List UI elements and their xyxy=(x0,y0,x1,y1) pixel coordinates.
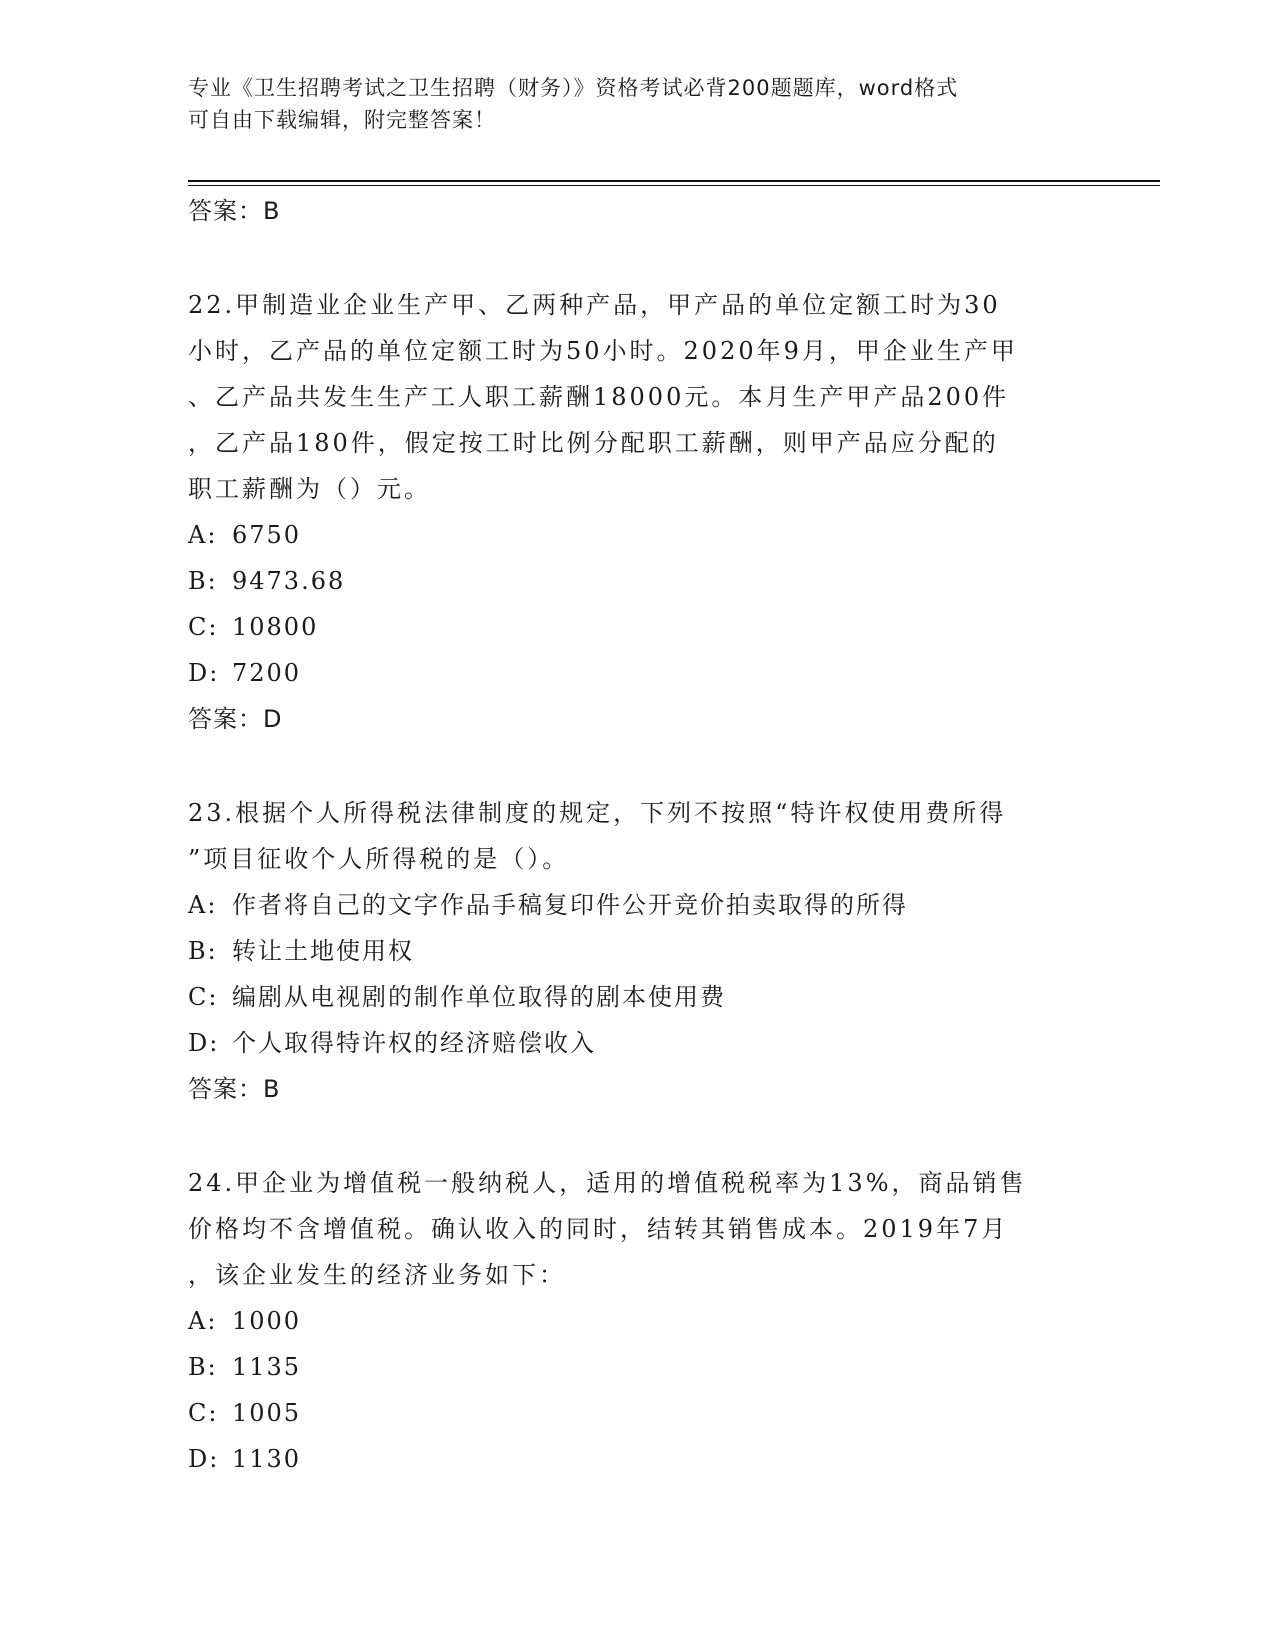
question-23 xyxy=(188,790,1088,1112)
spacer xyxy=(188,742,1088,790)
option-text: 编剧从电视剧的制作单位取得的剧本使用费 xyxy=(232,983,726,1011)
spacer xyxy=(188,1112,1088,1160)
option-letter: C: xyxy=(188,983,219,1011)
option-letter: B: xyxy=(188,937,218,965)
option-text: 9473.68 xyxy=(232,567,346,595)
option-text: 10800 xyxy=(232,613,319,641)
option-letter: D: xyxy=(188,659,220,687)
header-line-2: 可自由下载编辑，附完整答案！ xyxy=(188,108,496,132)
question-line: ，乙产品180件，假定按工时比例分配职工薪酬，则甲产品应分配的 xyxy=(188,429,999,457)
question-line: 23.根据个人所得税法律制度的规定，下列不按照“特许权使用费所得 xyxy=(188,799,1007,827)
option-text: 1130 xyxy=(232,1445,302,1473)
option-c xyxy=(188,604,1088,650)
option-a xyxy=(188,512,1088,558)
question-24 xyxy=(188,1160,1088,1482)
option-b xyxy=(188,928,1088,974)
header-divider-thick xyxy=(188,180,1160,182)
option-letter: B: xyxy=(188,1353,218,1381)
option-letter: D: xyxy=(188,1445,220,1473)
option-c xyxy=(188,1390,1088,1436)
option-c xyxy=(188,974,1088,1020)
option-text: 作者将自己的文字作品手稿复印件公开竞价拍卖取得的所得 xyxy=(232,891,908,919)
option-text: 6750 xyxy=(232,521,302,549)
option-b xyxy=(188,558,1088,604)
question-22 xyxy=(188,282,1088,742)
option-d xyxy=(188,650,1088,696)
option-text: 1135 xyxy=(232,1353,302,1381)
option-a xyxy=(188,1298,1088,1344)
question-22-answer: 答案：D xyxy=(188,705,283,733)
question-23-text xyxy=(188,790,1088,882)
option-letter: A: xyxy=(188,521,218,549)
question-24-text xyxy=(188,1160,1088,1298)
question-list xyxy=(188,188,1088,1482)
document-header-note xyxy=(188,72,1078,136)
option-text: 7200 xyxy=(232,659,302,687)
header-divider-thin xyxy=(188,185,1160,186)
question-line: 小时，乙产品的单位定额工时为50小时。2020年9月，甲企业生产甲 xyxy=(188,337,1018,365)
option-text: 1000 xyxy=(232,1307,302,1335)
option-text: 个人取得特许权的经济赔偿收入 xyxy=(232,1029,596,1057)
option-letter: A: xyxy=(188,1307,218,1335)
question-line: ”项目征收个人所得税的是（）。 xyxy=(188,845,570,873)
option-b xyxy=(188,1344,1088,1390)
spacer xyxy=(188,234,1088,282)
option-text: 转让土地使用权 xyxy=(232,937,414,965)
question-22-text xyxy=(188,282,1088,512)
option-letter: C: xyxy=(188,1399,219,1427)
option-letter: B: xyxy=(188,567,218,595)
option-letter: D: xyxy=(188,1029,220,1057)
option-letter: A: xyxy=(188,891,218,919)
question-line: 职工薪酬为（）元。 xyxy=(188,475,431,503)
question-line: 价格均不含增值税。确认收入的同时，结转其销售成本。2019年7月 xyxy=(188,1215,1009,1243)
option-a xyxy=(188,882,1088,928)
question-line: 24.甲企业为增值税一般纳税人，适用的增值税税率为13%，商品销售 xyxy=(188,1169,1027,1197)
option-letter: C: xyxy=(188,613,219,641)
question-23-answer: 答案：B xyxy=(188,1075,281,1103)
previous-answer: 答案：B xyxy=(188,197,281,225)
question-line: ，该企业发生的经济业务如下： xyxy=(188,1261,566,1289)
question-line: 22.甲制造业企业生产甲、乙两种产品，甲产品的单位定额工时为30 xyxy=(188,291,1001,319)
option-text: 1005 xyxy=(232,1399,302,1427)
option-d xyxy=(188,1436,1088,1482)
question-line: 、乙产品共发生生产工人职工薪酬18000元。本月生产甲产品200件 xyxy=(188,383,1010,411)
option-d xyxy=(188,1020,1088,1066)
header-line-1: 专业《卫生招聘考试之卫生招聘（财务）》资格考试必背200题题库，word格式 xyxy=(188,76,959,100)
